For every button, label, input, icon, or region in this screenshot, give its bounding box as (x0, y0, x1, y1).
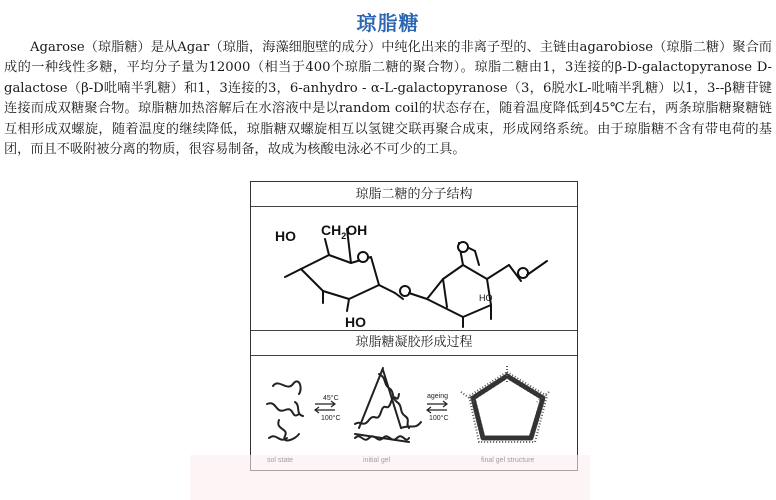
ageing-label: ageing (427, 393, 449, 400)
gel-formation-diagram (251, 358, 577, 468)
ho-bottom-label: HO (345, 314, 366, 329)
structure-caption: 琼脂二糖的分子结构 (251, 184, 577, 207)
ch2oh-label: $CH_2OH$ (321, 222, 368, 241)
sol-state-coils (267, 381, 303, 440)
right-ring (427, 265, 491, 317)
page-title: 琼脂糖 (356, 11, 420, 35)
gel-process-caption: 琼脂糖凝胶形成过程 (251, 330, 577, 356)
left-ring (301, 255, 379, 299)
transition-arrows-2 (427, 401, 447, 413)
temp-up-label-2: 100°C (429, 415, 449, 422)
temp-down-label: 45°C (323, 395, 339, 402)
final-gel-bundles (473, 376, 543, 438)
faded-watermark (190, 455, 590, 500)
agarobiose-structure-diagram (251, 207, 577, 329)
ho-top-label: HO (275, 228, 296, 244)
description-paragraph: Agarose（琼脂糖）是从Agar（琼脂，海藻细胞壁的成分）中纯化出来的非离子型的、主链由agarobiose（琼脂二糖）聚合而成的一种线性多糖，平均分子量为12000（相当于400个琼脂二糖的聚合物）。琼脂二糖由1，3连接的β-D-galactopyranose D-galactose（β-D吡喃半乳糖）和1，3连接的3，6-anhydro - α-L-galactopyranose（3，6脱水L-吡喃半乳糖）以1，3--β糖苷键连接而成双糖聚合物。琼脂糖加热溶解后在水溶液中是以random coil的状态存在，随着温度降低到45℃左右，两条琼脂糖聚糖链互相形成双螺旋，随着温度的继续降低，琼脂糖双螺旋相互以氢键交联再聚合成束，形成网络系统。由于琼脂糖不含有带电荷的基团，而且不吸附被分离的物质，很容易制备，故成为核酸电泳必不可少的工具。 (4, 40, 772, 158)
temp-up-label-1: 100°C (321, 415, 341, 422)
initial-gel-helices (355, 368, 421, 442)
transition-arrows-1 (315, 401, 335, 413)
agarose-figure (250, 181, 578, 471)
ho-small-label: HO (479, 293, 493, 303)
